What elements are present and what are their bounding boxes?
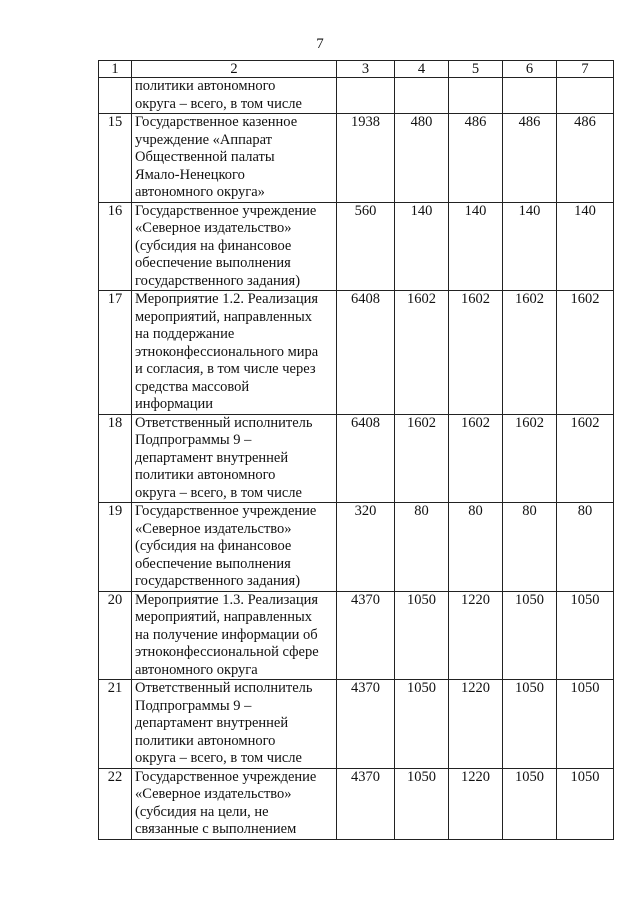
value-cell-col-3 (337, 78, 395, 114)
value-cell-col-4: 1050 (395, 680, 449, 769)
description-line: округа – всего, в том числе (135, 750, 302, 766)
description-line: департамент внутренней (135, 449, 289, 466)
description-line: «Северное издательство» (135, 220, 292, 236)
description-line: Государственное учреждение (135, 202, 317, 219)
table-row (99, 291, 614, 415)
description-line: политики автономного (135, 732, 276, 749)
row-number (99, 78, 132, 114)
value-cell-col-6: 1602 (503, 291, 557, 415)
row-description (132, 202, 337, 291)
column-header-1: 1 (99, 61, 132, 78)
description-line: округа – всего, в том числе (135, 95, 302, 112)
value-cell-col-4: 140 (395, 202, 449, 291)
value-cell-col-3: 6408 (337, 291, 395, 415)
value-cell-col-6 (503, 78, 557, 114)
description-line: политики автономного (135, 78, 276, 94)
value-cell-col-5: 80 (449, 503, 503, 592)
description-line: (субсидия на финансовое (135, 538, 292, 554)
value-cell-col-3: 560 (337, 202, 395, 291)
value-cell-col-7: 140 (557, 202, 614, 291)
value-cell-col-6: 80 (503, 503, 557, 592)
row-number: 16 (99, 202, 132, 291)
column-header-2: 2 (132, 61, 337, 78)
value-cell-col-6: 140 (503, 202, 557, 291)
value-cell-col-6: 1602 (503, 414, 557, 503)
value-cell-col-7 (557, 78, 614, 114)
description-line: учреждение «Аппарат (135, 131, 272, 148)
value-cell-col-4 (395, 78, 449, 114)
description-line: Общественной палаты (135, 149, 275, 165)
column-header-4: 4 (395, 61, 449, 78)
description-line: на поддержание (135, 326, 235, 342)
row-number: 22 (99, 768, 132, 839)
value-cell-col-7: 1602 (557, 414, 614, 503)
row-number: 20 (99, 591, 132, 680)
description-line: средства массовой (135, 378, 250, 395)
description-line: (субсидия на цели, не (135, 803, 269, 820)
row-description (132, 503, 337, 592)
description-line: этноконфессиональной сфере (135, 644, 319, 660)
row-number: 21 (99, 680, 132, 769)
description-line: Государственное учреждение (135, 768, 317, 785)
description-line: обеспечение выполнения (135, 555, 291, 572)
description-line: Государственное казенное (135, 114, 298, 130)
description-line: (субсидия на финансовое (135, 237, 292, 254)
description-line: обеспечение выполнения (135, 255, 291, 271)
description-line: Мероприятие 1.2. Реализация (135, 291, 319, 307)
value-cell-col-5: 140 (449, 202, 503, 291)
description-line: Подпрограммы 9 – (135, 432, 252, 448)
value-cell-col-4: 1602 (395, 291, 449, 415)
value-cell-col-7: 1050 (557, 591, 614, 680)
value-cell-col-5: 1602 (449, 291, 503, 415)
table-row (99, 768, 614, 839)
value-cell-col-4: 80 (395, 503, 449, 592)
description-line: Ответственный исполнитель (135, 414, 313, 431)
value-cell-col-5: 1220 (449, 591, 503, 680)
row-number: 18 (99, 414, 132, 503)
description-line: информации (135, 396, 213, 412)
value-cell-col-3: 4370 (337, 768, 395, 839)
row-description (132, 78, 337, 114)
description-line: Мероприятие 1.3. Реализация (135, 591, 319, 608)
row-description (132, 768, 337, 839)
description-line: связанные с выполнением (135, 821, 297, 837)
value-cell-col-7: 1050 (557, 680, 614, 769)
value-cell-col-7: 1050 (557, 768, 614, 839)
description-line: государственного задания) (135, 272, 301, 289)
description-line: автономного округа (135, 661, 258, 678)
description-line: и согласия, в том числе через (135, 361, 316, 377)
table-row (99, 680, 614, 769)
value-cell-col-4: 480 (395, 114, 449, 203)
row-description (132, 680, 337, 769)
row-description (132, 114, 337, 203)
table-row (99, 114, 614, 203)
value-cell-col-3: 320 (337, 503, 395, 592)
description-line: на получение информации об (135, 626, 318, 643)
row-description (132, 291, 337, 415)
description-line: Государственное учреждение (135, 503, 317, 519)
table-row (99, 503, 614, 592)
description-line: Ответственный исполнитель (135, 680, 313, 696)
row-number: 19 (99, 503, 132, 592)
budget-table (98, 60, 614, 840)
value-cell-col-6: 1050 (503, 680, 557, 769)
value-cell-col-3: 4370 (337, 591, 395, 680)
value-cell-col-5: 1220 (449, 680, 503, 769)
description-line: политики автономного (135, 467, 276, 483)
value-cell-col-5: 1220 (449, 768, 503, 839)
value-cell-col-5: 486 (449, 114, 503, 203)
value-cell-col-3: 6408 (337, 414, 395, 503)
description-line: государственного задания) (135, 573, 301, 589)
description-line: «Северное издательство» (135, 786, 292, 802)
column-header-5: 5 (449, 61, 503, 78)
page-number: 7 (316, 36, 324, 52)
description-line: автономного округа» (135, 184, 265, 200)
row-description (132, 414, 337, 503)
value-cell-col-5 (449, 78, 503, 114)
description-line: мероприятий, направленных (135, 308, 312, 325)
table-row (99, 591, 614, 680)
description-line: «Северное издательство» (135, 520, 292, 537)
row-description (132, 591, 337, 680)
column-header-3: 3 (337, 61, 395, 78)
value-cell-col-7: 80 (557, 503, 614, 592)
value-cell-col-4: 1050 (395, 768, 449, 839)
value-cell-col-6: 486 (503, 114, 557, 203)
value-cell-col-7: 486 (557, 114, 614, 203)
table-row (99, 414, 614, 503)
description-line: этноконфессионального мира (135, 343, 319, 360)
value-cell-col-3: 1938 (337, 114, 395, 203)
value-cell-col-4: 1050 (395, 591, 449, 680)
value-cell-col-4: 1602 (395, 414, 449, 503)
description-line: Ямало-Ненецкого (135, 166, 245, 183)
value-cell-col-6: 1050 (503, 768, 557, 839)
table-row (99, 202, 614, 291)
value-cell-col-7: 1602 (557, 291, 614, 415)
header-row (99, 61, 614, 78)
column-header-7: 7 (557, 61, 614, 78)
description-line: мероприятий, направленных (135, 609, 312, 625)
description-line: округа – всего, в том числе (135, 484, 302, 501)
description-line: департамент внутренней (135, 715, 289, 731)
value-cell-col-3: 4370 (337, 680, 395, 769)
table-row (99, 78, 614, 114)
description-line: Подпрограммы 9 – (135, 697, 252, 714)
column-header-6: 6 (503, 61, 557, 78)
row-number: 17 (99, 291, 132, 415)
value-cell-col-6: 1050 (503, 591, 557, 680)
value-cell-col-5: 1602 (449, 414, 503, 503)
row-number: 15 (99, 114, 132, 203)
